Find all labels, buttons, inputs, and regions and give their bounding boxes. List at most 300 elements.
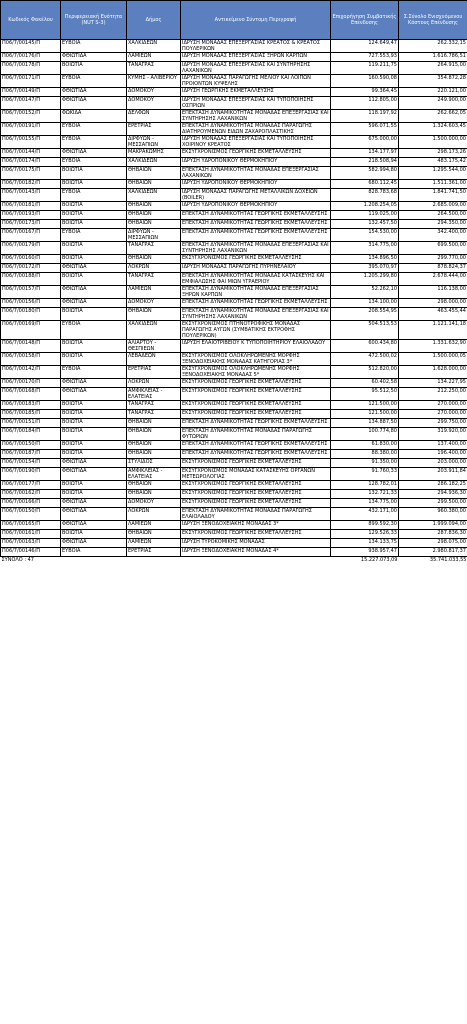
cell-file-code: Π06/7/00169/Π — [1, 321, 61, 340]
table-row — [1, 401, 467, 410]
cell-total-cost: 262.332,15 — [399, 40, 467, 53]
footer-total-cost: 35.741.033,55 — [429, 557, 467, 563]
cell-grant: 596.071,55 — [331, 123, 399, 136]
cell-grant: 112.805,00 — [331, 97, 399, 110]
cell-municipality: ΔΟΜΟΚΟΥ — [127, 299, 181, 308]
cell-description: ΙΔΡΥΣΗ ΓΕΩΡΓΙΚΗΣ ΕΚΜΕΤΑΛΛΕΥΣΗΣ — [181, 88, 331, 97]
cell-region: ΒΟΙΩΤΙΑ — [61, 450, 127, 459]
footer-row — [1, 557, 467, 564]
cell-total-cost: 1.295.544,00 — [399, 167, 467, 180]
cell-description: ΕΚΣΥΓΧΡΟΝΙΣΜΟΣ ΓΕΩΡΓΙΚΗΣ ΕΚΜΕΤΑΛΛΕΥΣΗΣ — [181, 255, 331, 264]
cell-grant: 134.100,00 — [331, 299, 399, 308]
cell-municipality: ΘΗΒΑΙΩΝ — [127, 167, 181, 180]
cell-region: ΒΟΙΩΤΙΑ — [61, 490, 127, 499]
cell-municipality: ΘΗΒΑΙΩΝ — [127, 481, 181, 490]
table-row — [1, 211, 467, 220]
cell-total-cost: 2.980.817,37 — [399, 548, 467, 557]
cell-total-cost: 342.400,00 — [399, 229, 467, 242]
cell-total-cost: 294.350,00 — [399, 220, 467, 229]
table-row — [1, 410, 467, 419]
cell-total-cost: 463.455,44 — [399, 308, 467, 321]
cell-total-cost: 196.400,00 — [399, 450, 467, 459]
cell-file-code: Π06/7/00157/Π — [1, 286, 61, 299]
cell-total-cost: 699.500,00 — [399, 242, 467, 255]
cell-grant: 121.500,00 — [331, 401, 399, 410]
cell-file-code: Π06/7/00165/Π — [1, 521, 61, 530]
cell-region: ΒΟΙΩΤΙΑ — [61, 308, 127, 321]
cell-region: ΦΘΙΩΤΙΔΑ — [61, 508, 127, 521]
cell-file-code: Π06/7/00175/Π — [1, 167, 61, 180]
cell-file-code: Π06/7/00173/Π — [1, 220, 61, 229]
cell-file-code: Π06/7/00181/Π — [1, 202, 61, 211]
cell-municipality: ΣΤΥΛΙΔΟΣ — [127, 459, 181, 468]
cell-grant: 504.513,53 — [331, 321, 399, 340]
cell-description: ΕΚΣΥΓΧΡΟΝΙΣΜΟΣ ΠΤΗΝΟΤΡΟΦΙΚΗΣ ΜΟΝΑΔΑΣ ΠΑΡΑΓΩΓΗΣ ΑΥΓΩΝ (ΣΥΜΒΑΤΙΚΗΣ ΕΚΤΡΟΦΗΣ ΠΟΥΛΕΡΙΚΩΝ) — [181, 321, 331, 340]
cell-total-cost: 1.500.000,00 — [399, 136, 467, 149]
cell-total-cost: 203.000,00 — [399, 459, 467, 468]
cell-grant: 124.649,47 — [331, 40, 399, 53]
cell-municipality: ΔΟΜΟΚΟΥ — [127, 88, 181, 97]
cell-file-code: Π06/7/00156/Π — [1, 299, 61, 308]
cell-file-code: Π06/7/00177/Π — [1, 481, 61, 490]
cell-region: ΕΥΒΟΙΑ — [61, 158, 127, 167]
table-row — [1, 459, 467, 468]
cell-municipality: ΛΑΜΙΕΩΝ — [127, 521, 181, 530]
cell-grant: 132.721,33 — [331, 490, 399, 499]
cell-region: ΦΘΙΩΤΙΔΑ — [61, 97, 127, 110]
cell-description: ΕΠΕΚΤΑΣΗ ΔΥΝΑΜΙΚΟΤΗΤΑΣ ΓΕΩΡΓΙΚΗΣ ΕΚΜΕΤΑΛΛΕΥΣΗΣ — [181, 441, 331, 450]
cell-municipality: ΔΟΜΟΚΟΥ — [127, 97, 181, 110]
cell-municipality: ΧΑΛΚΙΔΕΩΝ — [127, 189, 181, 202]
table-row — [1, 388, 467, 401]
cell-region: ΕΥΒΟΙΑ — [61, 189, 127, 202]
cell-grant: 218.508,94 — [331, 158, 399, 167]
cell-municipality: ΧΑΛΚΙΔΕΩΝ — [127, 158, 181, 167]
table-row — [1, 521, 467, 530]
cell-grant: 1.205.299,80 — [331, 273, 399, 286]
cell-region: ΒΟΙΩΤΙΑ — [61, 220, 127, 229]
cell-total-cost: 1.841.741,50 — [399, 189, 467, 202]
cell-file-code: Π06/7/00191/Π — [1, 123, 61, 136]
footer-label: ΣΥΝΟΛΟ : 47 — [1, 557, 34, 563]
cell-total-cost: 116.138,00 — [399, 286, 467, 299]
cell-municipality: ΛΑΜΙΕΩΝ — [127, 286, 181, 299]
cell-total-cost: 298.173,26 — [399, 149, 467, 158]
table-row — [1, 264, 467, 273]
table-row — [1, 450, 467, 459]
table-row — [1, 229, 467, 242]
table-row — [1, 468, 467, 481]
cell-file-code: Π06/7/00144/Π — [1, 149, 61, 158]
header-region: Περιφερειακή Ενότητα (NUT S-3) — [61, 1, 127, 40]
cell-municipality: ΘΗΒΑΙΩΝ — [127, 255, 181, 264]
cell-total-cost: 483.175,42 — [399, 158, 467, 167]
cell-grant: 118.197,92 — [331, 110, 399, 123]
cell-grant: 600.434,80 — [331, 340, 399, 353]
cell-municipality: ΘΗΒΑΙΩΝ — [127, 211, 181, 220]
cell-grant: 119.025,00 — [331, 211, 399, 220]
cell-region: ΦΘΙΩΤΙΔΑ — [61, 459, 127, 468]
table-row — [1, 379, 467, 388]
table-row — [1, 88, 467, 97]
cell-description: ΕΚΣΥΓΧΡΟΝΙΣΜΟΣ ΓΕΩΡΓΙΚΗΣ ΕΚΜΕΤΑΛΛΕΥΣΗΣ — [181, 499, 331, 508]
cell-description: ΙΔΡΥΣΗ ΜΟΝΑΔΑΣ ΠΑΡΑΓΩΓΗΣ ΜΕΤΑΛΛΙΚΩΝ ΔΟΧΕΙΩΝ (BOILER) — [181, 189, 331, 202]
cell-region: ΒΟΙΩΤΙΑ — [61, 410, 127, 419]
cell-description: ΕΠΕΚΤΑΣΗ ΔΥΝΑΜΙΚΟΤΗΤΑΣ ΜΟΝΑΔΑΣ ΚΑΤΑΣΚΕΥΗΣ ΚΑΙ ΕΜΦΙΑΛΩΣΗΣ ΦΑΙ ΜΙΩΝ ΥΓΡΑΕΡΙΟΥ — [181, 273, 331, 286]
cell-description: ΕΠΕΚΤΑΣΗ ΔΥΝΑΜΙΚΟΤΗΤΑΣ ΜΟΝΑΔΑΣ ΕΠΕΞΕΡΓΑΣΙΑΣ ΚΑΙ ΣΥΝΤΗΡΗΣΗΣ ΛΑΧΑΝΙΚΩΝ — [182, 242, 329, 254]
cell-region: ΒΟΙΩΤΙΑ — [61, 167, 127, 180]
table-row — [1, 189, 467, 202]
cell-file-code: Π06/7/00145/Π — [1, 40, 61, 53]
cell-description: ΕΚΣΥΓΧΡΟΝΙΣΜΟΣ ΓΕΩΡΓΙΚΗΣ ΕΚΜΕΤΑΛΛΕΥΣΗΣ — [181, 459, 331, 468]
cell-total-cost: 2.678.444,00 — [399, 273, 467, 286]
table-footer — [1, 557, 467, 564]
cell-region: ΕΥΒΟΙΑ — [61, 75, 127, 88]
cell-description: ΙΔΡΥΣΗ ΜΟΝΑΔΑΣ ΕΠΕΞΕΡΓΑΣΙΑΣ ΞΗΡΩΝ ΚΑΡΠΩΝ — [181, 53, 331, 62]
cell-region: ΦΘΙΩΤΙΔΑ — [61, 88, 127, 97]
cell-region: ΦΘΙΩΤΙΔΑ — [61, 388, 127, 401]
cell-description: ΕΚΣΥΓΧΡΟΝΙΣΜΟΣ ΓΕΩΡΓΙΚΗΣ ΕΚΜΕΤΑΛΛΕΥΣΗΣ — [181, 379, 331, 388]
cell-description: ΙΔΡΥΣΗ ΥΔΡΟΠΟΝΙΚΟΥ ΘΕΡΜΟΚΗΠΙΟΥ — [181, 158, 331, 167]
cell-total-cost: 1.331.632,90 — [399, 340, 467, 353]
table-row — [1, 167, 467, 180]
cell-file-code: Π06/7/00158/Π — [1, 353, 61, 366]
cell-region: ΦΘΙΩΤΙΔΑ — [61, 379, 127, 388]
cell-file-code: Π06/7/00188/Π — [1, 273, 61, 286]
table-row — [1, 110, 467, 123]
cell-total-cost: 264.500,00 — [399, 211, 467, 220]
cell-description: ΕΠΕΚΤΑΣΗ ΔΥΝΑΜΙΚΟΤΗΤΑΣ ΜΟΝΑΔΑΣ ΠΑΡΑΓΩΓΗΣ ΔΙΑΤΗΡΟΥΜΕΝΩΝ ΕΙΔΩΝ ΖΑΧΑΡΟΠΛΑΣΤΙΚΗΣ — [181, 123, 331, 136]
cell-region: ΦΘΙΩΤΙΔΑ — [61, 264, 127, 273]
cell-total-cost: 270.000,00 — [399, 401, 467, 410]
table-row — [1, 40, 467, 53]
cell-region: ΦΩΚΙΔΑ — [61, 110, 127, 123]
cell-municipality: ΧΑΛΚΙΔΕΩΝ — [127, 40, 181, 53]
cell-municipality: ΘΗΒΑΙΩΝ — [127, 308, 181, 321]
table-row — [1, 548, 467, 557]
table-body — [1, 40, 467, 557]
cell-file-code: Π06/7/00179/Π — [1, 242, 61, 255]
cell-municipality: ΘΗΒΑΙΩΝ — [127, 450, 181, 459]
cell-description: ΕΚΣΥΓΧΡΟΝΙΣΜΟΣ ΓΕΩΡΓΙΚΗΣ ΕΚΜΕΤΑΛΛΕΥΣΗΣ — [181, 410, 331, 419]
cell-municipality: ΘΗΒΑΙΩΝ — [127, 530, 181, 539]
cell-description: ΙΔΡΥΣΗ ΤΥΡΟΚΟΜΙΚΗΣ ΜΟΝΑΔΑΣ — [181, 539, 331, 548]
cell-region: ΦΘΙΩΤΙΔΑ — [61, 149, 127, 158]
cell-municipality: ΜΑΚΡΑΚΩΜΗΣ — [127, 149, 181, 158]
cell-description: ΙΔΡΥΣΗ ΜΟΝΑΔΑΣ ΕΠΕΞΕΡΓΑΣΙΑΣ ΚΑΙ ΣΥΝΤΗΡΗΣΗΣ ΛΑΧΑΝΙΚΩΝ — [181, 62, 331, 75]
cell-grant: 129.526,33 — [331, 530, 399, 539]
cell-file-code: Π06/7/00170/Π — [1, 379, 61, 388]
cell-total-cost: 1.616.786,51 — [399, 53, 467, 62]
footer-total-grant: 15.227.073,09 — [360, 557, 398, 563]
table-row — [1, 75, 467, 88]
cell-municipality: ΘΗΒΑΙΩΝ — [127, 220, 181, 229]
cell-municipality: ΘΗΒΑΙΩΝ — [127, 490, 181, 499]
cell-file-code: Π06/7/00172/Π — [1, 264, 61, 273]
cell-description: ΙΔΡΥΣΗ ΥΔΡΟΠΟΝΙΚΟΥ ΘΕΡΜΟΚΗΠΙΟΥ — [181, 180, 331, 189]
cell-region: ΒΟΙΩΤΙΑ — [61, 419, 127, 428]
cell-grant: 675.000,00 — [331, 136, 399, 149]
cell-file-code: Π06/7/00152/Π — [1, 110, 61, 123]
cell-region: ΦΘΙΩΤΙΔΑ — [61, 286, 127, 299]
cell-description: ΕΚΣΥΓΧΡΟΝΙΣΜΟΣ ΜΟΝΑΔΑΣ ΚΑΤΑΣΚΕΥΗΣ ΟΡΓΑΝΩΝ ΜΕΤΕΩΡΟΛΟΓΙΑΣ — [181, 468, 331, 481]
cell-region: ΒΟΙΩΤΙΑ — [61, 441, 127, 450]
table-row — [1, 299, 467, 308]
cell-description: ΕΠΕΚΤΑΣΗ ΔΥΝΑΜΙΚΟΤΗΤΑΣ ΓΕΩΡΓΙΚΗΣ ΕΚΜΕΤΑΛΛΕΥΣΗΣ — [181, 211, 331, 220]
cell-grant: 208.554,95 — [331, 308, 399, 321]
cell-grant: 938.957,47 — [331, 548, 399, 557]
cell-total-cost: 354.872,28 — [399, 75, 467, 88]
cell-file-code: Π06/7/00142/Π — [1, 366, 61, 379]
cell-grant: 91.350,00 — [331, 459, 399, 468]
cell-description: ΙΔΡΥΣΗ ΜΟΝΑΔΑΣ ΕΠΕΞΕΡΓΑΣΙΑΣ ΚΡΕΑΤΟΣ & ΚΡΕΑΤΟΣ ΠΟΥΛΕΡΙΚΩΝ — [181, 40, 331, 53]
cell-total-cost: 220.121,00 — [399, 88, 467, 97]
cell-file-code: Π06/7/00182/Π — [1, 180, 61, 189]
cell-file-code: Π06/7/00154/Π — [1, 459, 61, 468]
cell-file-code: Π06/7/00161/Π — [1, 530, 61, 539]
cell-municipality: ΤΑΝΑΓΡΑΣ — [127, 410, 181, 419]
cell-grant: 727.553,93 — [331, 53, 399, 62]
cell-municipality: ΤΑΝΑΓΡΑΣ — [127, 401, 181, 410]
table-row — [1, 158, 467, 167]
cell-grant: 88.380,00 — [331, 450, 399, 459]
cell-total-cost: 249.900,00 — [399, 97, 467, 110]
cell-file-code: Π06/7/00148/Π — [1, 340, 61, 353]
cell-municipality: ΘΗΒΑΙΩΝ — [127, 428, 181, 441]
cell-municipality: ΚΥΜΗΣ - ΑΛΙΒΕΡΙΟΥ — [127, 75, 181, 88]
cell-region: ΒΟΙΩΤΙΑ — [61, 211, 127, 220]
cell-municipality: ΔΟΜΟΚΟΥ — [127, 499, 181, 508]
cell-file-code: Π06/7/00146/Π — [1, 548, 61, 557]
cell-municipality: ΕΡΕΤΡΙΑΣ — [127, 548, 181, 557]
cell-file-code: Π06/7/00184/Π — [1, 428, 61, 441]
cell-municipality: ΘΗΒΑΙΩΝ — [127, 441, 181, 450]
cell-grant: 121.500,00 — [331, 410, 399, 419]
cell-description: ΙΔΡΥΣΗ ΜΟΝΑΔΑΣ ΠΑΡΑΓΩΓΗΣ ΠΥΡΗΝΕΛΑΙΟΥ — [181, 264, 331, 273]
cell-description: ΕΠΕΚΤΑΣΗ ΔΥΝΑΜΙΚΟΤΗΤΑΣ ΓΕΩΡΓΙΚΗΣ ΕΚΜΕΤΑΛΛΕΥΣΗΣ — [181, 419, 331, 428]
cell-region: ΒΟΙΩΤΙΑ — [61, 401, 127, 410]
table-row — [1, 353, 467, 366]
cell-grant: 91.760,33 — [331, 468, 399, 481]
cell-description: ΕΚΣΥΓΧΡΟΝΙΣΜΟΣ ΓΕΩΡΓΙΚΗΣ ΕΚΜΕΤΑΛΛΕΥΣΗΣ — [181, 530, 331, 539]
cell-total-cost: 878.824,37 — [399, 264, 467, 273]
cell-grant: 314.775,00 — [331, 242, 399, 255]
header-description: Αντικείμενο Σύντομη Περιγραφή — [181, 1, 331, 40]
cell-grant: 432.171,00 — [331, 508, 399, 521]
cell-municipality: ΑΛΙΑΡΤΟΥ - ΘΕΣΠΙΕΩΝ — [127, 340, 181, 353]
cell-region: ΒΟΙΩΤΙΑ — [61, 202, 127, 211]
cell-file-code: Π06/7/00147/Π — [1, 97, 61, 110]
table-row — [1, 53, 467, 62]
table-row — [1, 136, 467, 149]
cell-grant: 160.590,08 — [331, 75, 399, 88]
cell-total-cost: 960.380,00 — [399, 508, 467, 521]
cell-grant: 95.512,50 — [331, 388, 399, 401]
cell-total-cost: 1.511.361,00 — [399, 180, 467, 189]
cell-municipality: ΛΑΜΙΕΩΝ — [127, 53, 181, 62]
cell-file-code: Π06/7/00178/Π — [1, 62, 61, 75]
cell-grant: 472.500,02 — [331, 353, 399, 366]
cell-total-cost: 294.936,30 — [399, 490, 467, 499]
cell-description: ΕΠΕΚΤΑΣΗ ΔΥΝΑΜΙΚΟΤΗΤΑΣ ΜΟΝΑΔΑΣ ΕΠΕΞΕΡΓΑΣΙΑΣ ΚΑΙ ΣΥΝΤΗΡΗΣΗΣ ΛΑΧΑΝΙΚΩΝ — [182, 110, 329, 122]
cell-municipality: ΕΡΕΤΡΙΑΣ — [127, 366, 181, 379]
cell-region: ΦΘΙΩΤΙΔΑ — [61, 299, 127, 308]
cell-municipality: ΧΑΛΚΙΔΕΩΝ — [127, 321, 181, 340]
table-row — [1, 220, 467, 229]
cell-file-code: Π06/7/00163/Π — [1, 539, 61, 548]
cell-file-code: Π06/7/00174/Π — [1, 158, 61, 167]
cell-grant: 128.782,01 — [331, 481, 399, 490]
table-row — [1, 481, 467, 490]
cell-file-code: Π06/7/00193/Π — [1, 211, 61, 220]
header-municipality: Δήμος — [127, 1, 181, 40]
table-row — [1, 441, 467, 450]
cell-file-code: Π06/7/00162/Π — [1, 490, 61, 499]
cell-file-code: Π06/7/00150/Π — [1, 441, 61, 450]
cell-region: ΦΘΙΩΤΙΔΑ — [61, 468, 127, 481]
cell-file-code: Π06/7/00180/Π — [1, 308, 61, 321]
cell-total-cost: 1.500.000,05 — [399, 353, 467, 366]
cell-description: ΕΠΕΚΤΑΣΗ ΔΥΝΑΜΙΚΟΤΗΤΑΣ ΜΟΝΑΔΑΣ ΕΠΕΞΕΡΓΑΣΙΑΣ ΞΗΡΩΝ ΚΑΡΠΩΝ — [181, 286, 331, 299]
cell-region: ΕΥΒΟΙΑ — [61, 321, 127, 340]
cell-file-code: Π06/7/00160/Π — [1, 255, 61, 264]
cell-grant: 119.211,75 — [331, 62, 399, 75]
cell-region: ΕΥΒΟΙΑ — [61, 229, 127, 242]
cell-municipality: ΤΑΝΑΓΡΑΣ — [127, 273, 181, 286]
table-row — [1, 286, 467, 299]
cell-description: ΙΔΡΥΣΗ ΕΛΑΙΟΤΡΙΒΕΙΟΥ Κ ΤΥΠΟΠΟΙΗΤΗΡΙΟΥ ΕΛΑΙΟΛΑΔΟΥ — [181, 340, 331, 353]
cell-region: ΒΟΙΩΤΙΑ — [61, 530, 127, 539]
cell-total-cost: 286.182,25 — [399, 481, 467, 490]
cell-region: ΒΟΙΩΤΙΑ — [61, 481, 127, 490]
cell-grant: 100.774,80 — [331, 428, 399, 441]
cell-grant: 60.402,58 — [331, 379, 399, 388]
cell-total-cost: 1.999.094,00 — [399, 521, 467, 530]
cell-total-cost: 299.770,00 — [399, 255, 467, 264]
table-row — [1, 123, 467, 136]
cell-file-code: Π06/7/00150/Π — [1, 508, 61, 521]
header-grant: Επιχορήγηση Συμβατικής Επένδυσης — [331, 1, 399, 40]
table-row — [1, 273, 467, 286]
cell-municipality: ΛΑΜΙΕΩΝ — [127, 539, 181, 548]
cell-file-code: Π06/7/00168/Π — [1, 388, 61, 401]
table-row — [1, 530, 467, 539]
cell-total-cost: 1.121.141,18 — [399, 321, 467, 340]
cell-grant: 154.530,00 — [331, 229, 399, 242]
cell-description: ΕΚΣΥΓΧΡΟΝΙΣΜΟΣ ΟΛΟΚΛΗΡΩΜΕΝΗΣ ΜΟΡΦΗΣ ΞΕΝΟΔΟΧΕΙΑΚΗΣ ΜΟΝΑΔΑΣ 5* — [181, 366, 331, 379]
cell-total-cost: 287.836,30 — [399, 530, 467, 539]
cell-file-code: Π06/7/00166/Π — [1, 499, 61, 508]
cell-grant: 134.177,97 — [331, 149, 399, 158]
cell-description: ΙΔΡΥΣΗ ΞΕΝΟΔΟΧΕΙΑΚΗΣ ΜΟΝΑΔΑΣ 3* — [181, 521, 331, 530]
table-header — [1, 1, 467, 40]
table-row — [1, 97, 467, 110]
cell-file-code: Π06/7/00176/Π — [1, 53, 61, 62]
cell-file-code: Π06/7/00143/Π — [1, 189, 61, 202]
cell-region: ΒΟΙΩΤΙΑ — [61, 428, 127, 441]
table-row — [1, 149, 467, 158]
cell-grant: 582.994,80 — [331, 167, 399, 180]
table-row — [1, 308, 467, 321]
table-row — [1, 180, 467, 189]
table-row — [1, 321, 467, 340]
cell-region: ΕΥΒΟΙΑ — [61, 548, 127, 557]
cell-grant: 899.592,30 — [331, 521, 399, 530]
cell-file-code: Π06/7/00171/Π — [1, 75, 61, 88]
cell-total-cost: 319.920,00 — [399, 428, 467, 441]
cell-file-code: Π06/7/00185/Π — [1, 410, 61, 419]
cell-grant: 132.457,50 — [331, 220, 399, 229]
cell-file-code: Π06/7/00151/Π — [1, 419, 61, 428]
cell-description: ΙΔΡΥΣΗ ΜΟΝΑΔΑΣ ΠΑΡΑΓΩΓΗΣ ΜΕΛΙΟΥ ΚΑΙ ΛΟΙΠΩΝ ΠΡΟΙΟΝΤΩΝ ΚΥΨΕΛΗΣ — [181, 75, 331, 88]
cell-total-cost: 212.250,00 — [399, 388, 467, 401]
cell-file-code: Π06/7/00155/Π — [1, 136, 61, 149]
cell-grant: 99.364,45 — [331, 88, 399, 97]
cell-region: ΒΟΙΩΤΙΑ — [61, 340, 127, 353]
table-row — [1, 499, 467, 508]
cell-region: ΒΟΙΩΤΙΑ — [61, 62, 127, 75]
cell-description: ΕΠΕΚΤΑΣΗ ΔΥΝΑΜΙΚΟΤΗΤΑΣ ΜΟΝΑΔΑΣ ΠΑΡΑΓΩΓΗΣ ΕΛΑΙΟΛΑΔΟΥ — [181, 508, 331, 521]
cell-municipality: ΘΗΒΑΙΩΝ — [127, 180, 181, 189]
cell-grant: 134.887,50 — [331, 419, 399, 428]
cell-description: ΕΚΣΥΓΧΡΟΝΙΣΜΟΣ ΟΛΟΚΛΗΡΩΜΕΝΗΣ ΜΟΡΦΗΣ ΞΕΝΟΔΟΧΕΙΑΚΗΣ ΜΟΝΑΔΑΣ ΚΑΤΗΓΟΡΙΑΣ 3* — [181, 353, 331, 366]
cell-description: ΕΠΕΚΤΑΣΗ ΔΥΝΑΜΙΚΟΤΗΤΑΣ ΜΟΝΑΔΑΣ ΕΠΕΞΕΡΓΑΣΙΑΣ ΚΑΙ ΣΥΝΤΗΡΗΣΗΣ ΛΑΧΑΝΙΚΩΝ — [182, 308, 329, 320]
cell-total-cost: 264.915,00 — [399, 62, 467, 75]
cell-municipality: ΤΑΝΑΓΡΑΣ — [127, 62, 181, 75]
cell-description: ΕΚΣΥΓΧΡΟΝΙΣΜΟΣ ΓΕΩΡΓΙΚΗΣ ΕΚΜΕΤΑΛΛΕΥΣΗΣ — [181, 388, 331, 401]
cell-file-code: Π06/7/00149/Π — [1, 88, 61, 97]
cell-region: ΒΟΙΩΤΙΑ — [61, 273, 127, 286]
cell-region: ΒΟΙΩΤΙΑ — [61, 242, 127, 255]
table-row — [1, 508, 467, 521]
table-row — [1, 242, 467, 255]
cell-municipality: ΔΙΡΦΥΩΝ - ΜΕΣΣΑΠΙΩΝ — [127, 229, 181, 242]
cell-region: ΦΘΙΩΤΙΔΑ — [61, 521, 127, 530]
cell-total-cost: 137.400,00 — [399, 441, 467, 450]
cell-municipality: ΑΜΦΙΚΛΕΙΑΣ - ΕΛΑΤΕΙΑΣ — [127, 388, 181, 401]
cell-region: ΦΘΙΩΤΙΔΑ — [61, 499, 127, 508]
cell-municipality: ΛΟΚΡΩΝ — [127, 264, 181, 273]
table-row — [1, 428, 467, 441]
header-row — [1, 1, 467, 40]
header-total-cost: Σ.Σύνολο Ενισχυόμενου Κόστους Επένδυσης — [399, 1, 467, 40]
cell-municipality: ΑΜΦΙΚΛΕΙΑΣ - ΕΛΑΤΕΙΑΣ — [127, 468, 181, 481]
cell-region: ΦΘΙΩΤΙΔΑ — [61, 53, 127, 62]
cell-description: ΕΠΕΚΤΑΣΗ ΔΥΝΑΜΙΚΟΤΗΤΑΣ ΜΟΝΑΔΑΣ ΠΑΡΑΓΩΓΗΣ ΦΥΤΩΡΙΩΝ — [181, 428, 331, 441]
cell-grant: 1.208.254,05 — [331, 202, 399, 211]
cell-total-cost: 1.324.603,45 — [399, 123, 467, 136]
cell-file-code: Π06/7/00167/Π — [1, 229, 61, 242]
table-row — [1, 419, 467, 428]
cell-grant: 134.775,00 — [331, 499, 399, 508]
cell-grant: 512.820,00 — [331, 366, 399, 379]
cell-description: ΕΚΣΥΓΧΡΟΝΙΣΜΟΣ ΓΕΩΡΓΙΚΗΣ ΕΚΜΕΤΑΛΛΕΥΣΗΣ — [181, 481, 331, 490]
cell-description: ΙΔΡΥΣΗ ΥΔΡΟΠΟΝΙΚΟΥ ΘΕΡΜΟΚΗΠΙΟΥ — [181, 202, 331, 211]
cell-total-cost: 298.000,00 — [399, 299, 467, 308]
cell-description: ΕΠΕΚΤΑΣΗ ΔΥΝΑΜΙΚΟΤΗΤΑΣ ΓΕΩΡΓΙΚΗΣ ΕΚΜΕΤΑΛΛΕΥΣΗΣ — [181, 220, 331, 229]
cell-municipality: ΕΡΕΤΡΙΑΣ — [127, 123, 181, 136]
cell-region: ΒΟΙΩΤΙΑ — [61, 353, 127, 366]
cell-municipality: ΤΑΝΑΓΡΑΣ — [127, 242, 181, 255]
cell-grant: 134.133,75 — [331, 539, 399, 548]
cell-region: ΕΥΒΟΙΑ — [61, 123, 127, 136]
cell-total-cost: 2.685.009,00 — [399, 202, 467, 211]
cell-municipality: ΛΕΒΑΔΕΩΝ — [127, 353, 181, 366]
cell-municipality: ΛΟΚΡΩΝ — [127, 508, 181, 521]
cell-total-cost: 1.628.000,00 — [399, 366, 467, 379]
cell-grant: 680.112,45 — [331, 180, 399, 189]
cell-grant: 134.896,50 — [331, 255, 399, 264]
